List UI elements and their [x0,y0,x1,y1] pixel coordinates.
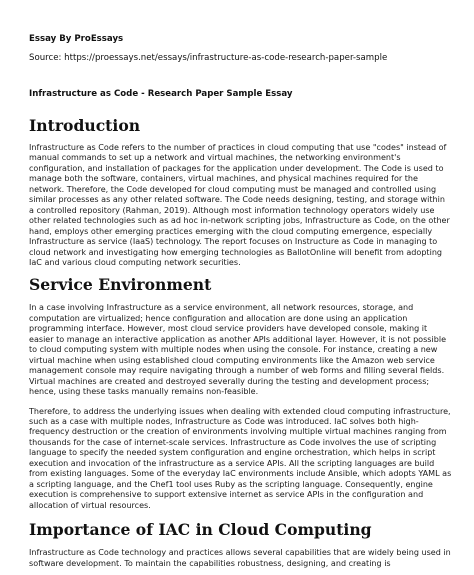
paragraph-importance: Infrastructure as Code technology and practices allows several capabilities that are widely being used in software development. To maintain the capabilities robustness, designing, and creating is [29,548,451,568]
section-heading-introduction: Introduction [29,116,141,135]
paragraph-service-environment-1: In a case involving Infrastructure as a service environment, all network resources, storage, and computation are virtualized; hence configuration and allocation are done using an application programming interface. However, most cloud service providers have developed console, making it easier to manage an interactive application as another APIs additional layer. However, it is not possible to cloud computing system with multiple nodes when using the console. For instance, creating a new virtual machine when using established cloud computing environments like the Amazon web service management console may require navigating through a number of web forms and filling several fields. Virtual machines are created and destroyed severally during the testing and development process; hence, using these tasks manually remains non-feasible. [29,303,447,397]
section-heading-importance: Importance of IAC in Cloud Computing [29,520,372,540]
paragraph-introduction: Infrastructure as Code refers to the number of practices in cloud computing that use "codes" instead of manual commands to set up a network and virtual machines, the networking environment's configuration, and installation of packages for the application under development. The Code is used to manage both the software, containers, virtual machines, and physical machines required for the network. Therefore, the Code developed for cloud computing must be managed and controlled using similar processes as any other related software. The Code needs designing, testing, and storage within a controlled repository (Rahman, 2019). Although most information technology operators widely use other related technologies such as ad hoc in-network scripting jobs, Infrastructure as Code, on the other hand, employs other emerging practices emerging with the cloud computing emergence, especially Infrastructure as service (IaaS) technology. The report focuses on Instructure as Code in managing to cloud network and investigating how emerging technologies as BallotOnline will benefit from adopting IaC and various cloud computing network securities. [29,143,450,267]
source-line: Source: https://proessays.net/essays/infrastructure-as-code-research-paper-sample [29,53,388,63]
document-title: Infrastructure as Code - Research Paper Sample Essay [29,89,293,99]
section-heading-service-environment: Service Environment [29,275,212,295]
document-body [29,112,452,569]
paragraph-service-environment-2: Therefore, to address the underlying issues when dealing with extended cloud computing infrastructure, such as a case with multiple nodes, Infrastructure as Code was introduced. IaC solves both high-frequency destruction or the creation of environments involving multiple virtual machines ranging from thousands for the case of internet-scale services. Infrastructure as Code involves the use of scripting language to specify the needed system configuration and engine orchestration, which helps in script execution and invocation of the infrastructure as a service APIs. All the scripting languages are build from existing languages. Some of the everyday IaC environments include Ansible, which adopts YAML as a scripting language, and the Chef1 tool uses Ruby as the scripting language. Consequently, engine execution is comprehensive to support extensive internet as service APIs in the configuration and allocation of virtual resources. [29,406,452,510]
site-title: Essay By ProEssays [29,34,124,44]
